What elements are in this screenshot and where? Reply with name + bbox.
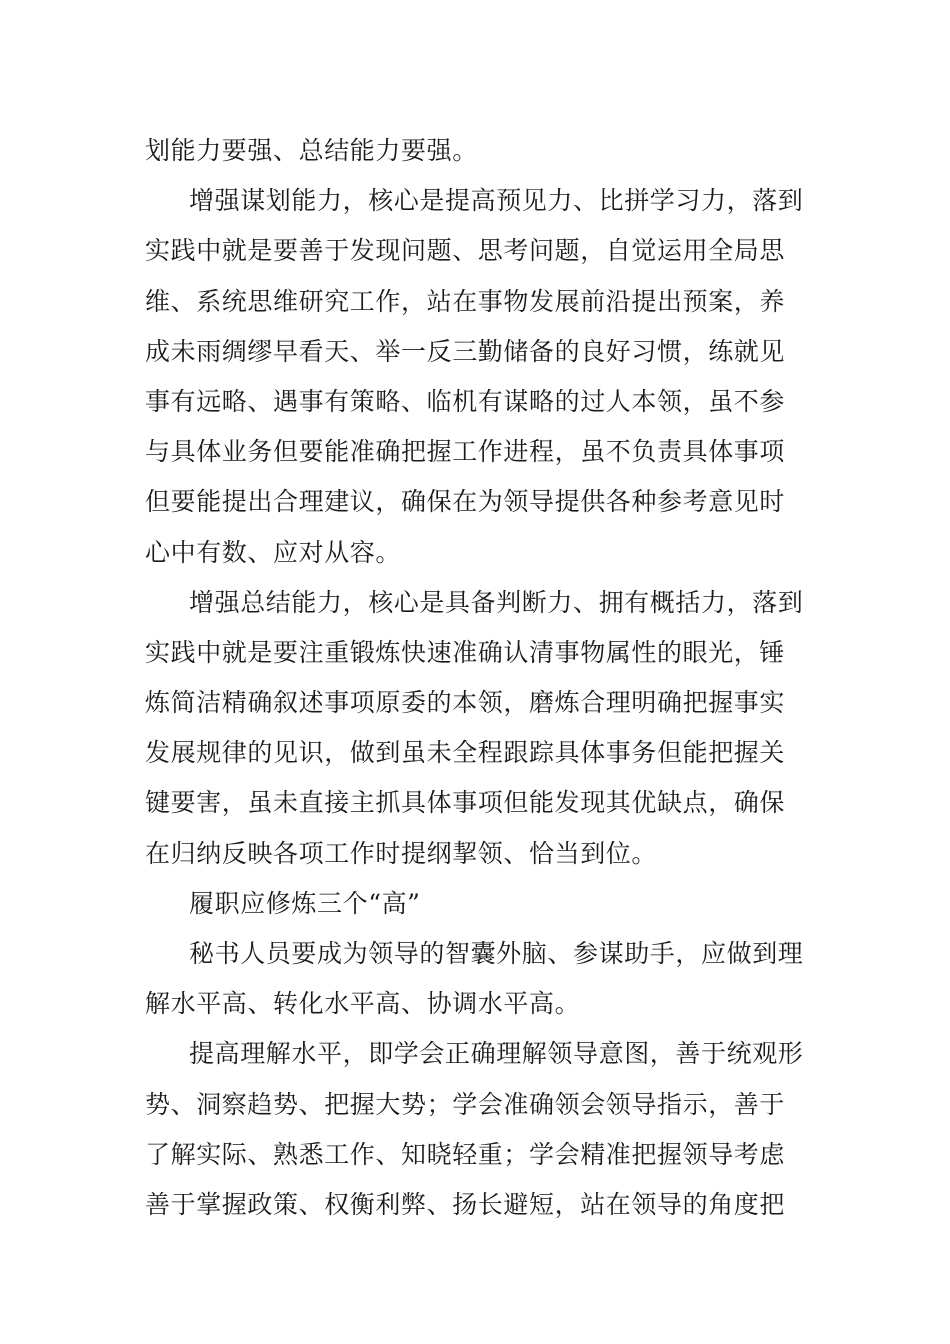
document-body	[145, 126, 810, 1230]
text-line: 了解实际、熟悉工作、知晓轻重；学会精准把握领导考虑	[145, 1139, 786, 1169]
paragraph-2	[145, 176, 810, 578]
text-line: 键要害，虽未直接主抓具体事项但能发现其优缺点，确保	[145, 788, 786, 818]
text-line: 增强总结能力，核心是具备判断力、拥有概括力，落到	[189, 587, 804, 617]
text-line: 解水平高、转化水平高、协调水平高。	[145, 989, 581, 1019]
text-line: 划能力要强、总结能力要强。	[145, 136, 478, 165]
text-line: 实践中就是要注重锻炼快速准确认清事物属性的眼光，锤	[145, 637, 786, 667]
paragraph-3	[145, 578, 810, 879]
text-line: 发展规律的见识，做到虽未全程跟踪具体事务但能把握关	[145, 738, 786, 768]
paragraph-5	[145, 929, 810, 1029]
text-line: 在归纳反映各项工作时提纲挈领、恰当到位。	[145, 838, 658, 868]
text-line: 事有远略、遇事有策略、临机有谋略的过人本领，虽不参	[145, 386, 786, 416]
text-line: 势、洞察趋势、把握大势；学会准确领会领导指示，善于	[145, 1089, 786, 1119]
text-line: 与具体业务但要能准确把握工作进程，虽不负责具体事项	[145, 437, 786, 467]
text-line: 成未雨绸缪早看天、举一反三勤储备的良好习惯，练就见	[145, 336, 786, 366]
text-line: 实践中就是要善于发现问题、思考问题，自觉运用全局思	[145, 236, 786, 266]
text-line: 维、系统思维研究工作，站在事物发展前沿提出预案，养	[145, 286, 786, 316]
paragraph-1	[145, 126, 810, 176]
section-heading	[145, 879, 810, 929]
heading-line: 履职应修炼三个“高”	[189, 888, 421, 918]
text-line: 炼简洁精确叙述事项原委的本领，磨炼合理明确把握事实	[145, 688, 786, 718]
text-line: 增强谋划能力，核心是提高预见力、比拼学习力，落到	[189, 186, 804, 216]
text-line: 秘书人员要成为领导的智囊外脑、参谋助手，应做到理	[189, 939, 804, 968]
text-line: 心中有数、应对从容。	[145, 537, 402, 567]
text-line: 但要能提出合理建议，确保在为领导提供各种参考意见时	[145, 487, 786, 517]
text-line: 善于掌握政策、权衡利弊、扬长避短，站在领导的角度把	[145, 1189, 786, 1219]
paragraph-6	[145, 1029, 810, 1230]
text-line: 提高理解水平，即学会正确理解领导意图，善于统观形	[189, 1039, 804, 1069]
